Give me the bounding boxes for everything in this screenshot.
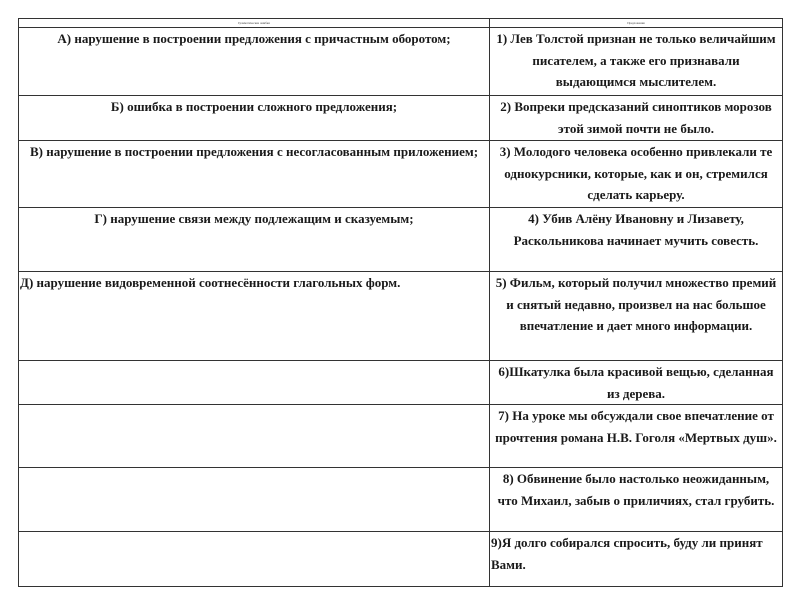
sentence-cell: 3) Молодого человека особенно привлекали те однокурсники, которые, как и он, стремился сделать карьеру.: [490, 141, 783, 208]
error-cell: [19, 361, 490, 405]
sentence-cell: 5) Фильм, который получил множество премий и снятый недавно, произвел на нас большое впечатление и дает много информации.: [490, 272, 783, 361]
table-row: [19, 208, 783, 272]
table-row: [19, 141, 783, 208]
error-cell: В) нарушение в построении предложения с несогласованным приложением;: [19, 141, 490, 208]
table-row: [19, 272, 783, 361]
table-row: [19, 28, 783, 96]
error-cell: А) нарушение в построении предложения с причастным оборотом;: [19, 28, 490, 96]
grammar-errors-table: [18, 18, 783, 587]
sentence-cell: 9)Я долго собирался спросить, буду ли принят Вами.: [490, 532, 783, 587]
sentence-cell: 4) Убив Алёну Ивановну и Лизавету, Раскольникова начинает мучить совесть.: [490, 208, 783, 272]
sentence-cell: 7) На уроке мы обсуждали свое впечатление от прочтения романа Н.В. Гоголя «Мертвых душ».: [490, 405, 783, 468]
table-row: [19, 361, 783, 405]
error-cell: [19, 468, 490, 532]
table-row: [19, 96, 783, 141]
table-row: [19, 532, 783, 587]
table-header-row: [19, 19, 783, 28]
header-sentences: Предложения: [490, 19, 783, 28]
sentence-cell: 8) Обвинение было настолько неожиданным, что Михаил, забыв о приличиях, стал грубить.: [490, 468, 783, 532]
error-cell: [19, 532, 490, 587]
table-row: [19, 468, 783, 532]
error-cell: Д) нарушение видовременной соотнесённости глагольных форм.: [19, 272, 490, 361]
sentence-cell: 2) Вопреки предсказаний синоптиков морозов этой зимой почти не было.: [490, 96, 783, 141]
error-cell: Б) ошибка в построении сложного предложения;: [19, 96, 490, 141]
error-cell: Г) нарушение связи между подлежащим и сказуемым;: [19, 208, 490, 272]
sentence-cell: 1) Лев Толстой признан не только величайшим писателем, а также его признавали выдающимся мыслителем.: [490, 28, 783, 96]
header-errors: Грамматические ошибки: [19, 19, 490, 28]
sentence-cell: 6)Шкатулка была красивой вещью, сделанная из дерева.: [490, 361, 783, 405]
error-cell: [19, 405, 490, 468]
table-row: [19, 405, 783, 468]
